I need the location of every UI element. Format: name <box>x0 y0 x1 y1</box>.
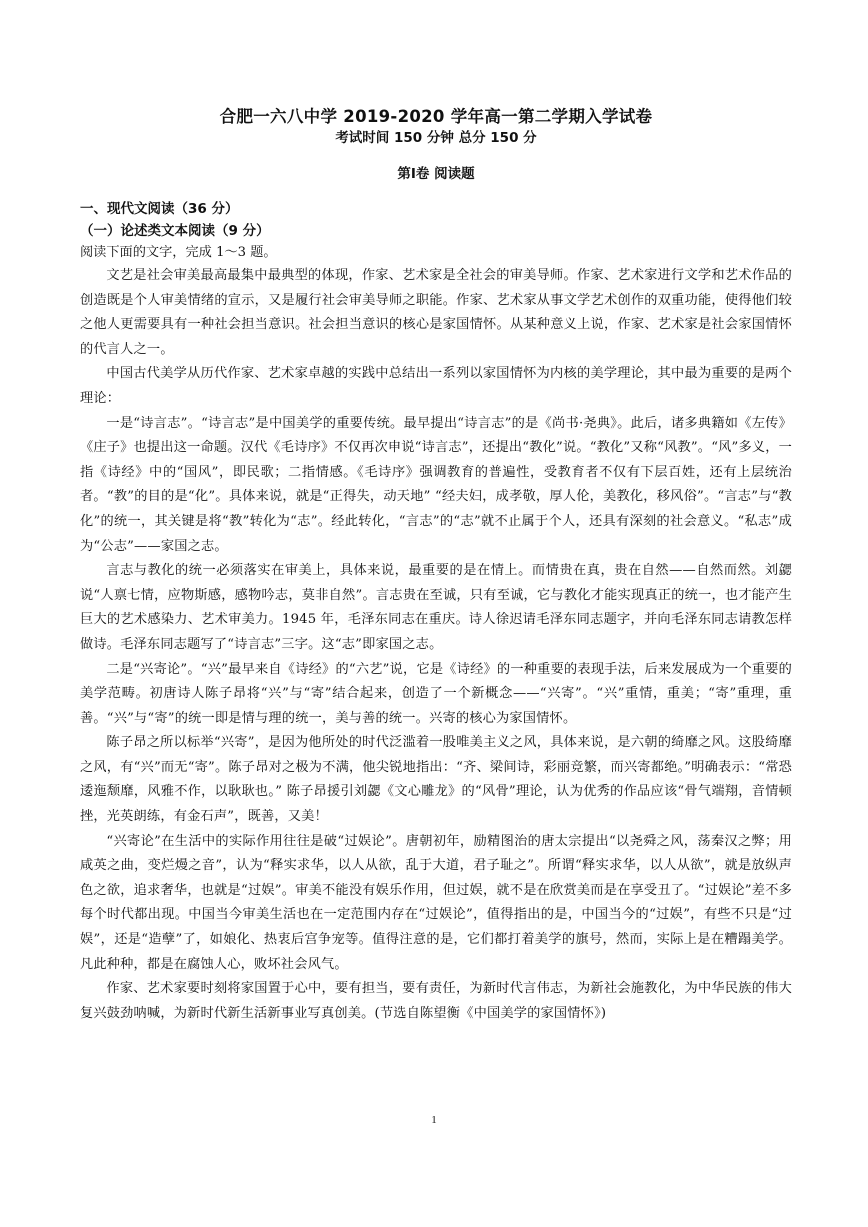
subsection-heading: （一）论述类文本阅读（9 分） <box>80 223 270 239</box>
passage-paragraph-6: 陈子昂之所以标举“兴寄”，是因为他所处的时代泛滥着一股唯美主义之风，具体来说，是六朝的绮靡之风。这股绮靡之风，有“兴”而无“寄”。陈子昂对之极为不满，他尖锐地指出：“齐、梁间诗，彩丽竞繁，而兴寄都绝。”明确表示：“常恐逶迤颓靡，风雅不作，以耿耿也。” 陈子昂援引刘勰《文心雕龙》的“风骨”理论，认为优秀的作品应该“骨气端翔，音情顿挫，光英朗练，有金石声”，既善，又美！ <box>80 735 792 825</box>
section-heading: 一、现代文阅读（36 分） <box>80 201 239 217</box>
passage-paragraph-5: 二是“兴寄论”。“兴”最早来自《诗经》的“六艺”说，它是《诗经》的一种重要的表现手法，后来发展成为一个重要的美学范畴。初唐诗人陈子昂将“兴”与“寄”结合起来，创造了一个新概念——“兴寄”。“兴”重情，重美；“寄”重理，重善。“兴”与“寄”的统一即是情与理的统一，美与善的统一。兴寄的核心为家国情怀。 <box>80 661 792 726</box>
page-number: 1 <box>431 1114 437 1126</box>
exam-page <box>80 100 792 1026</box>
passage-paragraph-7: “兴寄论”在生活中的实际作用往往是破“过娱论”。唐朝初年，励精图治的唐太宗提出“以尧舜之风，荡秦汉之弊；用咸英之曲，变烂熳之音”，认为“释实求华，以人从欲，乱于大道，君子耻之”。所谓“释实求华，以人从欲”，就是放纵声色之欲，追求奢华，也就是“过娱”。审美不能没有娱乐作用，但过娱，就不是在欣赏美而是在享受丑了。“过娱论”差不多每个时代都出现。中国当今审美生活也在一定范围内存在“过娱论”，值得指出的是，中国当今的“过娱”，有些不只是“过娱”，还是“造孽”了，如娘化、热衷后宫争宠等。值得注意的是，它们都打着美学的旗号，然而，实际上是在糟蹋美学。凡此种种，都是在腐蚀人心，败坏社会风气。 <box>80 833 792 972</box>
passage-paragraph-3: 一是“诗言志”。“诗言志”是中国美学的重要传统。最早提出“诗言志”的是《尚书·尧典》。此后，诸多典籍如《左传》《庄子》也提出这一命题。汉代《毛诗序》不仅再次申说“诗言志”，还提出“教化”说。“教化”又称“风教”。“风”多义，一指《诗经》中的“国风”，即民歌；二指情感。《毛诗序》强调教育的普遍性，受教育者不仅有下层百姓，还有上层统治者。“教”的目的是“化”。具体来说，就是“正得失，动天地” “经夫妇，成孝敬，厚人伦，美教化，移风俗”。“言志”与“教化”的统一，其关键是将“教”转化为“志”。经此转化，“言志”的“志”就不止属于个人，还具有深刻的社会意义。“私志”成为“公志”——家国之志。 <box>80 415 793 554</box>
passage-paragraph-4: 言志与教化的统一必须落实在审美上，具体来说，最重要的是在情上。而情贵在真，贵在自然——自然而然。刘勰说“人禀七情，应物斯感，感物吟志，莫非自然”。言志贵在至诚，只有至诚，它与教化才能实现真正的统一，也才能产生巨大的艺术感染力、艺术审美力。1945 年，毛泽东同志在重庆。诗人徐迟请毛泽东同志题字，并向毛泽东同志请教怎样做诗。毛泽东同志题写了“诗言志”三字。这“志”即家国之志。 <box>80 563 792 652</box>
passage-paragraph-2: 中国古代美学从历代作家、艺术家卓越的实践中总结出一系列以家国情怀为内核的美学理论，其中最为重要的是两个理论： <box>80 366 792 406</box>
passage-paragraph-1: 文艺是社会审美最高最集中最典型的体现，作家、艺术家是全社会的审美导师。作家、艺术家进行文学和艺术作品的创造既是个人审美情绪的宣示，又是履行社会审美导师之职能。作家、艺术家从事文学艺术创作的双重功能，使得他们较之他人更需要具有一种社会担当意识。社会担当意识的核心是家国情怀。从某种意义上说，作家、艺术家是社会家国情怀的代言人之一。 <box>80 268 792 357</box>
exam-time-score: 考试时间 150 分钟 总分 150 分 <box>335 130 537 146</box>
exam-title: 合肥一六八中学 2019-2020 学年高一第二学期入学试卷 <box>219 107 653 126</box>
reading-instruction: 阅读下面的文字，完成 1～3 题。 <box>80 245 277 260</box>
passage-paragraph-8: 作家、艺术家要时刻将家国置于心中，要有担当，要有责任，为新时代言伟志，为新社会施教化，为中华民族的伟大复兴鼓劲呐喊，为新时代新生活新事业写真创美。(节选自陈望衡《中国美学的家国情怀》) <box>80 981 792 1021</box>
part-title: 第Ⅰ卷 阅读题 <box>397 166 475 182</box>
